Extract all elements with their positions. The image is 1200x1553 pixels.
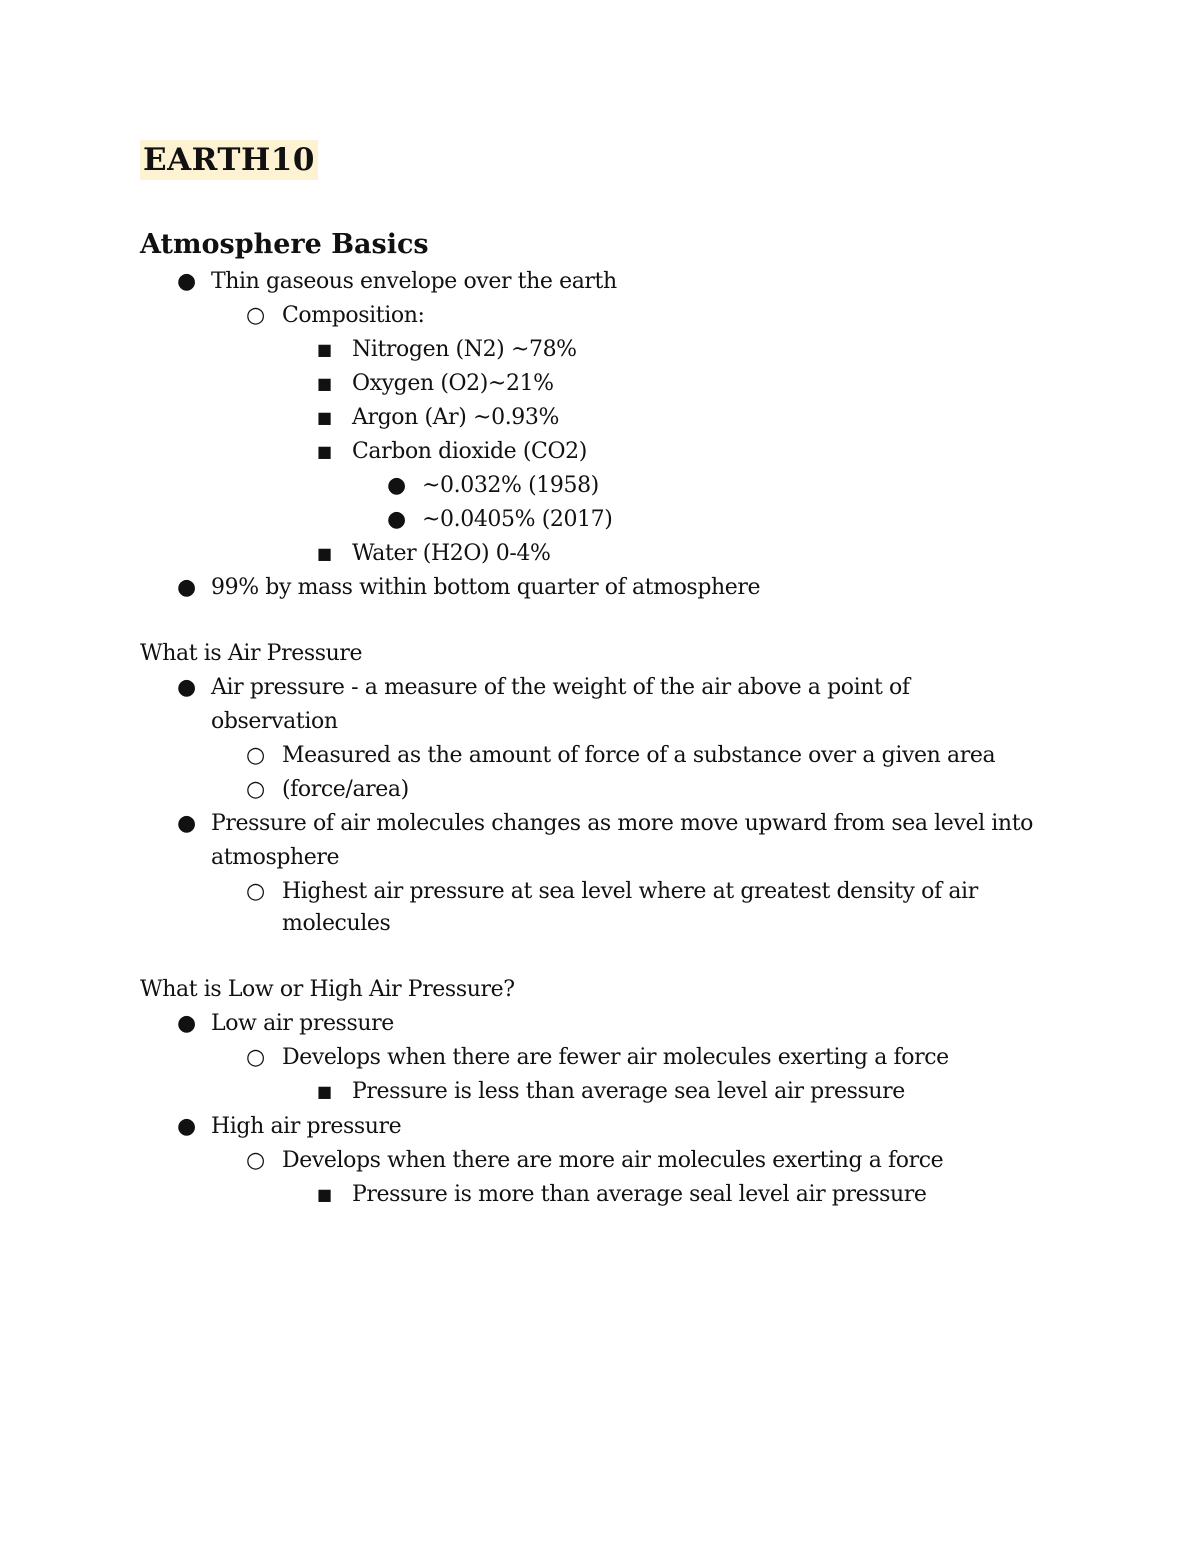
- list-item: Measured as the amount of force of a substance over a given area: [282, 743, 996, 768]
- square-bullet-icon: ■: [317, 340, 333, 359]
- hollow-bullet-icon: ○: [246, 879, 266, 904]
- list-item: Argon (Ar) ~0.93%: [352, 405, 559, 430]
- square-bullet-icon: ■: [317, 1082, 333, 1101]
- section-heading-low-high: What is Low or High Air Pressure?: [140, 977, 515, 1002]
- list-item: Pressure is more than average seal level air pressure: [352, 1182, 927, 1207]
- list-item: Low air pressure: [211, 1011, 394, 1036]
- course-title: EARTH10: [140, 140, 318, 180]
- hollow-bullet-icon: ○: [246, 1045, 266, 1070]
- hollow-bullet-icon: ○: [246, 777, 266, 802]
- list-item: Pressure of air molecules changes as more move upward from sea level into: [211, 811, 1033, 836]
- square-bullet-icon: ■: [317, 374, 333, 393]
- bullet-icon: ●: [177, 1114, 197, 1139]
- list-item: Air pressure - a measure of the weight of the air above a point of: [211, 675, 910, 700]
- list-item: Thin gaseous envelope over the earth: [211, 269, 617, 294]
- hollow-bullet-icon: ○: [246, 743, 266, 768]
- list-item: Composition:: [282, 303, 425, 328]
- list-item: Nitrogen (N2) ~78%: [352, 337, 577, 362]
- square-bullet-icon: ■: [317, 408, 333, 427]
- bullet-icon: ●: [387, 507, 407, 532]
- square-bullet-icon: ■: [317, 1185, 333, 1204]
- list-item-continuation: atmosphere: [211, 845, 340, 870]
- list-item: Highest air pressure at sea level where at greatest density of air: [282, 879, 978, 904]
- list-item: Pressure is less than average sea level air pressure: [352, 1079, 905, 1104]
- list-item: Oxygen (O2)~21%: [352, 371, 554, 396]
- list-item: 99% by mass within bottom quarter of atmosphere: [211, 575, 761, 600]
- bullet-icon: ●: [387, 473, 407, 498]
- list-item: ~0.032% (1958): [422, 473, 599, 498]
- list-item: High air pressure: [211, 1114, 402, 1139]
- bullet-icon: ●: [177, 575, 197, 600]
- list-item: ~0.0405% (2017): [422, 507, 613, 532]
- bullet-icon: ●: [177, 811, 197, 836]
- bullet-icon: ●: [177, 269, 197, 294]
- bullet-icon: ●: [177, 675, 197, 700]
- list-item: Carbon dioxide (CO2): [352, 439, 587, 464]
- list-item: Water (H2O) 0-4%: [352, 541, 551, 566]
- list-item-continuation: molecules: [282, 911, 391, 936]
- bullet-icon: ●: [177, 1011, 197, 1036]
- square-bullet-icon: ■: [317, 544, 333, 563]
- list-item: Develops when there are fewer air molecules exerting a force: [282, 1045, 949, 1070]
- list-item-continuation: observation: [211, 709, 338, 734]
- square-bullet-icon: ■: [317, 442, 333, 461]
- hollow-bullet-icon: ○: [246, 303, 266, 328]
- section-heading-air-pressure: What is Air Pressure: [140, 641, 363, 666]
- section-heading-atmosphere: Atmosphere Basics: [140, 229, 429, 260]
- hollow-bullet-icon: ○: [246, 1148, 266, 1173]
- list-item: Develops when there are more air molecules exerting a force: [282, 1148, 944, 1173]
- list-item: (force/area): [282, 777, 409, 802]
